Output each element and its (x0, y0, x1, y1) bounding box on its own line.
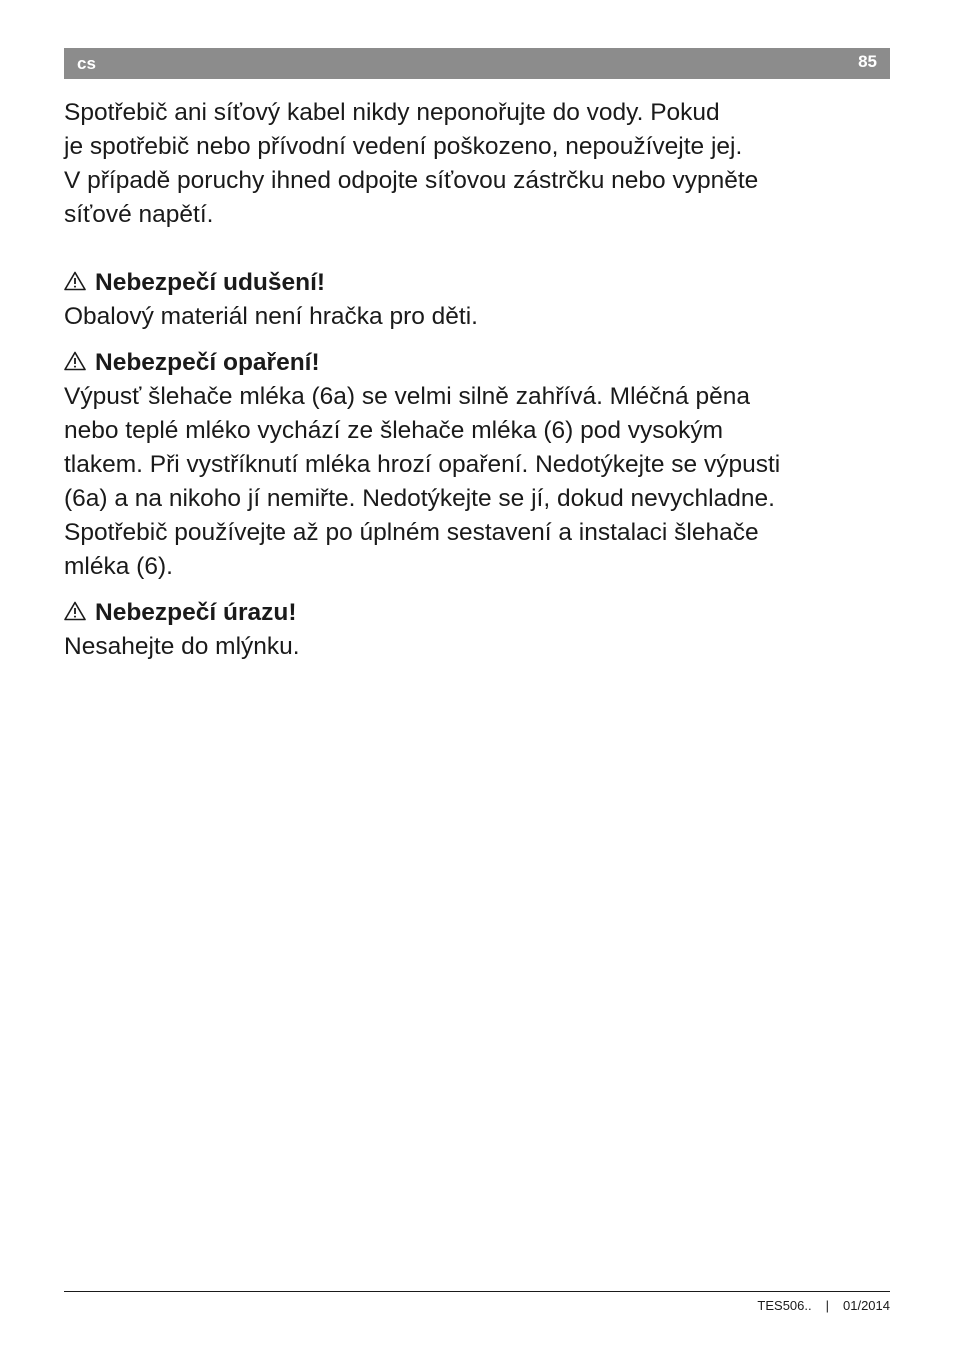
intro-line: V případě poruchy ihned odpojte síťovou zástrčku nebo vypněte (64, 167, 759, 194)
footer (757, 1298, 890, 1314)
warning-heading-text: Nebezpečí udušení! (95, 269, 326, 296)
warning-section-injury (64, 596, 890, 664)
intro-line: síťové napětí. (64, 201, 214, 228)
warning-body-line: Nesahejte do mlýnku. (64, 633, 300, 660)
warning-heading-text: Nebezpečí opaření! (95, 349, 320, 376)
warning-section-scalding (64, 346, 890, 584)
intro-line: Spotřebič ani síťový kabel nikdy neponořujte do vody. Pokud (64, 99, 720, 126)
warning-body-line: Spotřebič používejte až po úplném sestavení a instalaci šlehače (64, 519, 759, 546)
warning-heading (64, 596, 890, 630)
warning-triangle-icon (64, 601, 86, 621)
header-bar (64, 48, 890, 79)
warning-body-line: nebo teplé mléko vychází ze šlehače mléka (6) pod vysokým (64, 417, 724, 444)
warning-body-line: mléka (6). (64, 553, 173, 580)
page-number: 85 (858, 52, 877, 71)
footer-separator: | (825, 1298, 829, 1313)
warning-triangle-icon (64, 271, 86, 291)
page-content (64, 96, 890, 676)
intro-paragraph (64, 96, 890, 232)
warning-body-line: tlakem. Při vystříknutí mléka hrozí opaření. Nedotýkejte se výpusti (64, 451, 781, 478)
language-code: cs (77, 54, 96, 73)
footer-model: TES506.. (757, 1298, 812, 1313)
warning-body-line: (6a) a na nikoho jí nemiřte. Nedotýkejte se jí, dokud nevychladne. (64, 485, 775, 512)
warning-body-line: Obalový materiál není hračka pro děti. (64, 303, 478, 330)
footer-date: 01/2014 (843, 1298, 890, 1313)
warning-section-suffocation (64, 266, 890, 334)
warning-heading (64, 266, 890, 300)
footer-divider (64, 1291, 890, 1292)
warning-body-line: Výpusť šlehače mléka (6a) se velmi silně zahřívá. Mléčná pěna (64, 383, 750, 410)
warning-heading-text: Nebezpečí úrazu! (95, 599, 297, 626)
warning-heading (64, 346, 890, 380)
intro-line: je spotřebič nebo přívodní vedení poškozeno, nepoužívejte jej. (64, 133, 743, 160)
warning-triangle-icon (64, 351, 86, 371)
